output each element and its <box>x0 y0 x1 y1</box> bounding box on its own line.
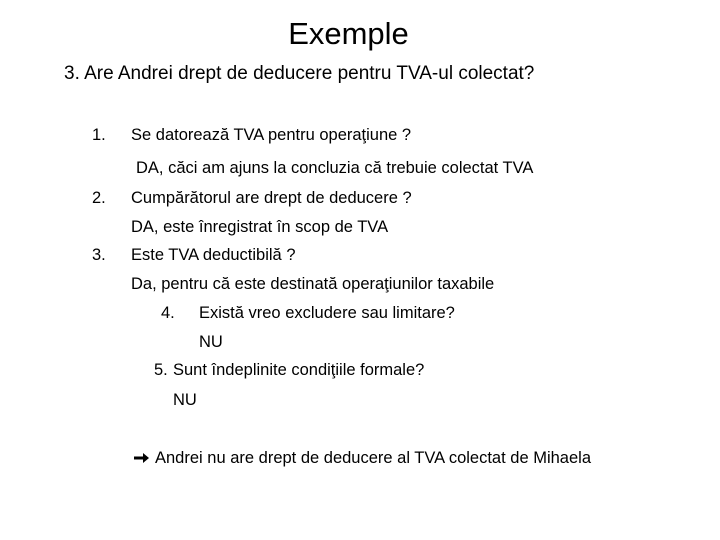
step-2-number: 2. <box>92 189 106 207</box>
step-3-number: 3. <box>92 246 106 264</box>
step-2-question: Cumpărătorul are drept de deducere ? <box>131 189 412 207</box>
step-1-number: 1. <box>92 126 106 144</box>
slide-title: Exemple <box>288 16 409 51</box>
question-heading: 3. Are Andrei drept de deducere pentru TVA-ul colectat? <box>64 63 535 84</box>
step-2-answer: DA, este înregistrat în scop de TVA <box>131 218 389 236</box>
arrow-right-icon <box>133 452 150 464</box>
step-1-answer: DA, căci am ajuns la concluzia că trebuie colectat TVA <box>136 159 534 177</box>
step-5-question: Sunt îndeplinite condiţiile formale? <box>173 361 425 379</box>
step-4-question: Există vreo excludere sau limitare? <box>199 304 455 322</box>
step-1-question: Se datorează TVA pentru operaţiune ? <box>131 126 412 144</box>
step-5-answer: NU <box>173 391 197 409</box>
step-4-number: 4. <box>161 304 175 322</box>
step-5-number: 5. <box>154 361 168 379</box>
step-3-answer: Da, pentru că este destinată operaţiunilor taxabile <box>131 275 495 293</box>
step-4-answer: NU <box>199 333 223 351</box>
step-3-question: Este TVA deductibilă ? <box>131 246 296 264</box>
conclusion-text: Andrei nu are drept de deducere al TVA colectat de Mihaela <box>155 449 592 467</box>
conclusion <box>133 446 603 471</box>
